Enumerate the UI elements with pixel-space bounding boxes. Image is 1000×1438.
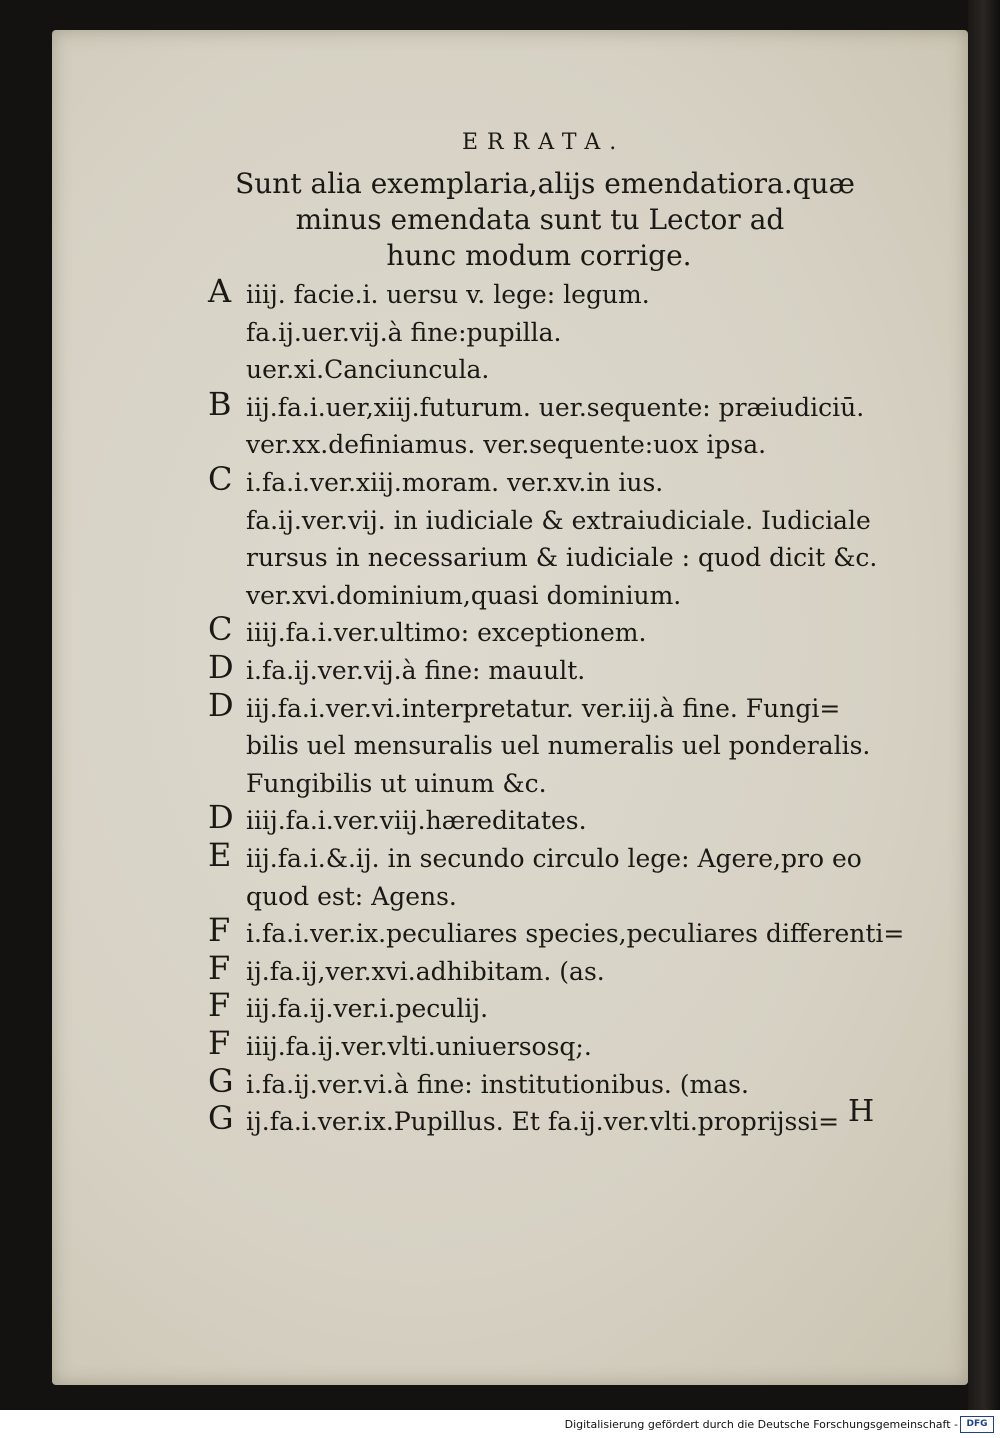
entry-line: uer.xi.Canciuncula. [246,355,490,385]
entry-line: ij.fa.i.ver.ix.Pupillus. Et fa.ij.ver.vlti.proprijssi= [246,1107,840,1137]
entry-letter: D [208,685,234,724]
entry-line: iiij.fa.i.ver.ultimo: exceptionem. [246,618,647,648]
entry-letter: D [208,648,234,686]
entry-letter: F [208,1024,231,1062]
entry-line: fa.ij.uer.vij.à fine:pupilla. [246,317,562,347]
entry-letter: D [208,798,234,837]
book-spine [968,0,1000,1410]
intro-line-3: hunc modum corrige. [386,239,692,272]
entry-line: i.fa.ij.ver.vi.à fine: institutionibus. (mas. [246,1069,749,1099]
entry-letter: B [208,384,232,423]
entry-letter: E [208,836,232,874]
entry-letter: A [208,272,232,310]
entry-line: iiij.fa.ij.ver.vlti.uniuersosq;. [246,1032,592,1061]
intro-line-2: minus emendata sunt tu Lector ad [295,203,785,236]
entry-line: fa.ij.ver.vij. in iudiciale & extraiudiciale. Iudiciale [246,505,871,535]
entry-letter: C [208,610,233,649]
catchword: H [848,1094,875,1129]
intro-line-1: Sunt alia exemplaria,alijs emendatiora.quæ [235,167,855,200]
page-header: ERRATA. [462,130,626,155]
entry-line: iiij. facie.i. uersu v. lege: legum. [246,280,650,309]
entry-letter: F [208,948,231,987]
entry-line: iij.fa.i.&.ij. in secundo circulo lege: Agere,pro eo [246,844,862,873]
entry-line: i.fa.i.ver.xiij.moram. ver.xv.in ius. [246,468,664,497]
entry-letter: F [208,911,231,950]
entry-letter: G [208,1061,234,1100]
entry-line: iij.fa.i.ver.vi.interpretatur. ver.iij.à fine. Fungi= [246,693,841,723]
entry-line: iij.fa.ij.ver.i.peculij. [246,994,489,1024]
entry-line: quod est: Agens. [246,881,457,911]
entry-line: ver.xvi.dominium,quasi dominium. [246,580,682,610]
entry-line: Fungibilis ut uinum &c. [246,768,547,798]
entry-line: ver.xx.definiamus. ver.sequente:uox ipsa. [246,430,767,460]
entry-line: iij.fa.i.uer,xiij.futurum. uer.sequente: præiudiciū. [246,392,865,422]
dfg-logo: DFG [960,1416,994,1433]
entry-line: i.fa.i.ver.ix.peculiares species,peculiares differenti= [246,919,905,949]
entry-line: i.fa.ij.ver.vij.à fine: mauult. [246,656,586,685]
entry-letter: G [208,1099,234,1138]
entry-letter: C [208,460,233,498]
entry-line: iiij.fa.i.ver.viij.hæreditates. [246,806,587,836]
entry-line: bilis uel mensuralis uel numeralis uel ponderalis. [246,731,871,761]
entry-line: ij.fa.ij,ver.xvi.adhibitam. (as. [246,956,605,986]
entry-line: rursus in necessarium & iudiciale : quod dicit &c. [246,543,878,573]
entry-letter: F [208,986,231,1025]
footer-credit: Digitalisierung gefördert durch die Deutsche Forschungsgemeinschaft - [564,1418,958,1431]
